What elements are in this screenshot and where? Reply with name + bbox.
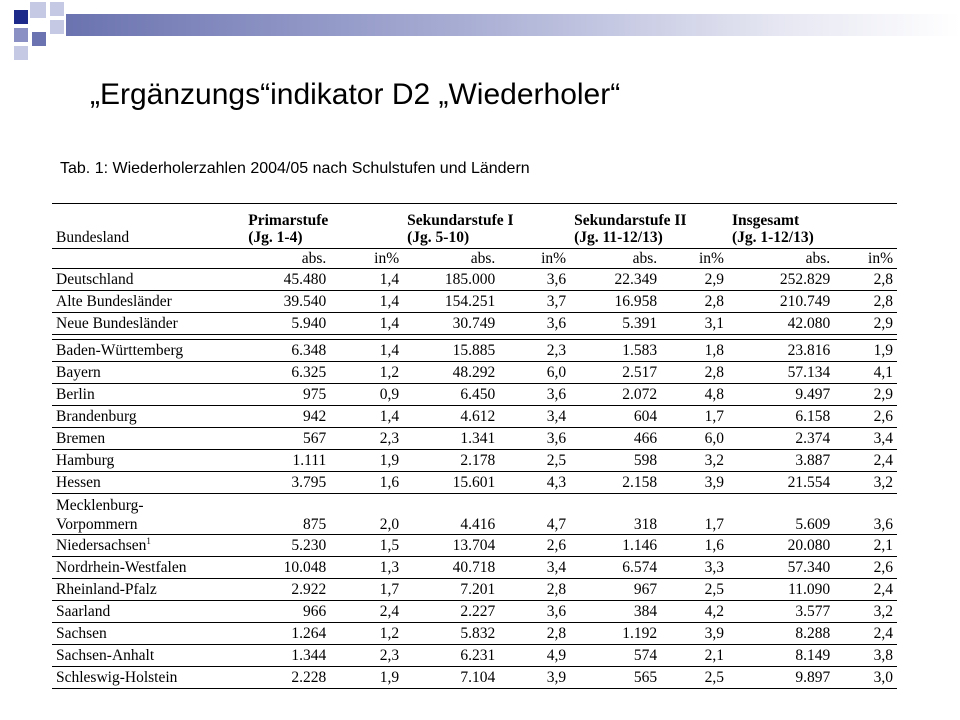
cell-abs: 567 [244,428,330,450]
cell-pct: 3,7 [499,291,570,313]
col-header-bundesland: Bundesland [52,204,244,249]
cell-pct: 3,1 [661,313,728,335]
cell-pct: 1,2 [330,623,403,645]
cell-pct: 3,2 [834,472,897,494]
cell-pct: 3,9 [499,667,570,689]
cell-abs: 45.480 [244,269,330,291]
cell-abs: 15.885 [403,340,499,362]
cell-bundesland: Brandenburg [52,406,244,428]
cell-abs: 5.391 [570,313,661,335]
cell-pct: 3,6 [499,384,570,406]
cell-abs: 1.583 [570,340,661,362]
table-row [52,450,897,472]
cell-abs: 2.158 [570,472,661,494]
cell-abs: 57.340 [728,557,834,579]
cell-bundesland: Mecklenburg- Vorpommern [52,494,244,535]
cell-abs: 2.072 [570,384,661,406]
table-row [52,623,897,645]
cell-bundesland: Sachsen-Anhalt [52,645,244,667]
col-header-sekundarstufe-1: Sekundarstufe I (Jg. 5-10) [403,204,570,249]
table-row [52,494,897,535]
cell-pct: 2,3 [330,428,403,450]
cell-abs: 2.374 [728,428,834,450]
cell-abs: 6.231 [403,645,499,667]
cell-abs: 40.718 [403,557,499,579]
cell-abs: 598 [570,450,661,472]
cell-pct: 1,5 [330,535,403,557]
table-row [52,667,897,689]
cell-pct: 2,4 [834,450,897,472]
cell-bundesland: Berlin [52,384,244,406]
cell-pct: 4,8 [661,384,728,406]
cell-bundesland: Hamburg [52,450,244,472]
slide-title: „Ergänzungs“indikator D2 „Wiederholer“ [90,78,621,111]
cell-abs: 1.264 [244,623,330,645]
cell-pct: 1,4 [330,291,403,313]
cell-abs: 185.000 [403,269,499,291]
cell-pct: 0,9 [330,384,403,406]
cell-pct: 2,1 [661,645,728,667]
cell-pct: 3,6 [499,269,570,291]
cell-pct: 4,3 [499,472,570,494]
cell-pct: 1,4 [330,313,403,335]
cell-pct: 1,7 [661,406,728,428]
table-row [52,579,897,601]
col-header-sekundarstufe-2: Sekundarstufe II (Jg. 11-12/13) [570,204,728,249]
cell-pct: 3,9 [661,472,728,494]
cell-pct: 3,2 [661,450,728,472]
table-row [52,428,897,450]
cell-abs: 6.574 [570,557,661,579]
cell-abs: 6.450 [403,384,499,406]
cell-pct: 1,8 [661,340,728,362]
cell-pct: 3,9 [661,623,728,645]
cell-abs: 15.601 [403,472,499,494]
cell-abs: 154.251 [403,291,499,313]
cell-pct: 2,4 [330,601,403,623]
cell-pct: 2,5 [499,450,570,472]
cell-bundesland: Nordrhein-Westfalen [52,557,244,579]
cell-pct: 3,4 [499,406,570,428]
cell-pct: 2,5 [661,579,728,601]
cell-abs: 21.554 [728,472,834,494]
cell-pct: 1,9 [330,667,403,689]
wiederholer-table [52,203,897,689]
table-row [52,472,897,494]
cell-pct: 2,3 [330,645,403,667]
cell-pct: 3,2 [834,601,897,623]
corner-square-dark [14,10,28,24]
corner-square-light [14,46,28,60]
cell-abs: 2.178 [403,450,499,472]
cell-pct: 2,8 [834,269,897,291]
cell-pct: 2,8 [834,291,897,313]
cell-abs: 5.609 [728,494,834,535]
cell-pct: 4,2 [661,601,728,623]
cell-abs: 3.887 [728,450,834,472]
cell-pct: 1,9 [330,450,403,472]
cell-pct: 1,2 [330,362,403,384]
col-header-abs: abs. [728,249,834,269]
cell-abs: 2.517 [570,362,661,384]
cell-pct: 4,9 [499,645,570,667]
table-row [52,362,897,384]
col-header-abs: abs. [570,249,661,269]
cell-bundesland: Neue Bundesländer [52,313,244,335]
cell-abs: 318 [570,494,661,535]
cell-bundesland: Schleswig-Holstein [52,667,244,689]
corner-square-mid [14,28,28,42]
cell-abs: 1.341 [403,428,499,450]
cell-pct: 2,5 [661,667,728,689]
cell-pct: 2,4 [834,579,897,601]
cell-abs: 13.704 [403,535,499,557]
cell-pct: 2,8 [499,623,570,645]
cell-abs: 39.540 [244,291,330,313]
corner-square-light [50,20,64,34]
header-bar [66,14,960,36]
cell-pct: 3,6 [499,601,570,623]
table-row [52,645,897,667]
table-row [52,557,897,579]
cell-abs: 1.146 [570,535,661,557]
cell-pct: 2,9 [834,384,897,406]
col-header-pct: in% [499,249,570,269]
cell-abs: 942 [244,406,330,428]
cell-abs: 967 [570,579,661,601]
cell-pct: 3,6 [499,313,570,335]
cell-abs: 5.230 [244,535,330,557]
cell-pct: 1,6 [661,535,728,557]
cell-pct: 2,9 [834,313,897,335]
cell-pct: 6,0 [661,428,728,450]
table-row [52,535,897,557]
cell-pct: 1,4 [330,269,403,291]
table-row [52,384,897,406]
cell-bundesland: Niedersachsen$^1$ [52,535,244,557]
cell-abs: 1.192 [570,623,661,645]
cell-pct: 2,8 [661,291,728,313]
cell-abs: 7.201 [403,579,499,601]
cell-abs: 5.940 [244,313,330,335]
cell-pct: 2,6 [834,406,897,428]
col-header-empty [52,249,244,269]
table-row [52,313,897,335]
cell-abs: 466 [570,428,661,450]
cell-pct: 4,1 [834,362,897,384]
cell-pct: 1,6 [330,472,403,494]
table-row [52,291,897,313]
header-row-units [52,249,897,269]
cell-abs: 16.958 [570,291,661,313]
col-header-pct: in% [834,249,897,269]
cell-pct: 2,8 [661,362,728,384]
cell-pct: 3,4 [499,557,570,579]
cell-pct: 1,4 [330,340,403,362]
cell-abs: 2.228 [244,667,330,689]
cell-abs: 57.134 [728,362,834,384]
col-header-abs: abs. [403,249,499,269]
cell-abs: 5.832 [403,623,499,645]
table-row [52,406,897,428]
cell-abs: 8.288 [728,623,834,645]
cell-abs: 574 [570,645,661,667]
cell-abs: 1.111 [244,450,330,472]
cell-pct: 2,9 [661,269,728,291]
cell-abs: 23.816 [728,340,834,362]
cell-abs: 10.048 [244,557,330,579]
cell-bundesland: Baden-Württemberg [52,340,244,362]
cell-bundesland: Deutschland [52,269,244,291]
cell-pct: 2,6 [834,557,897,579]
cell-abs: 565 [570,667,661,689]
cell-abs: 6.348 [244,340,330,362]
cell-abs: 9.897 [728,667,834,689]
cell-bundesland: Alte Bundesländer [52,291,244,313]
cell-abs: 9.497 [728,384,834,406]
cell-pct: 3,4 [834,428,897,450]
corner-square-mid [32,32,46,46]
table-row [52,601,897,623]
cell-pct: 2,6 [499,535,570,557]
cell-pct: 3,0 [834,667,897,689]
cell-bundesland: Sachsen [52,623,244,645]
cell-abs: 4.416 [403,494,499,535]
cell-pct: 4,7 [499,494,570,535]
cell-pct: 2,0 [330,494,403,535]
cell-abs: 7.104 [403,667,499,689]
cell-abs: 966 [244,601,330,623]
cell-abs: 2.922 [244,579,330,601]
cell-abs: 48.292 [403,362,499,384]
cell-abs: 20.080 [728,535,834,557]
table-row [52,340,897,362]
cell-abs: 2.227 [403,601,499,623]
cell-pct: 2,8 [499,579,570,601]
cell-abs: 3.795 [244,472,330,494]
cell-abs: 30.749 [403,313,499,335]
cell-abs: 252.829 [728,269,834,291]
cell-bundesland: Rheinland-Pfalz [52,579,244,601]
table-caption: Tab. 1: Wiederholerzahlen 2004/05 nach Schulstufen und Ländern [60,160,530,177]
cell-abs: 11.090 [728,579,834,601]
cell-pct: 2,1 [834,535,897,557]
cell-abs: 22.349 [570,269,661,291]
cell-abs: 210.749 [728,291,834,313]
corner-square-light [30,2,46,18]
header-row-groups [52,204,897,249]
cell-pct: 3,6 [499,428,570,450]
cell-pct: 2,3 [499,340,570,362]
cell-bundesland: Hessen [52,472,244,494]
cell-abs: 42.080 [728,313,834,335]
cell-pct: 2,4 [834,623,897,645]
corner-square-light [50,2,64,16]
cell-abs: 8.149 [728,645,834,667]
cell-pct: 1,7 [661,494,728,535]
cell-abs: 975 [244,384,330,406]
cell-abs: 1.344 [244,645,330,667]
cell-pct: 6,0 [499,362,570,384]
cell-abs: 6.158 [728,406,834,428]
col-header-primarstufe: Primarstufe (Jg. 1-4) [244,204,403,249]
cell-pct: 3,3 [661,557,728,579]
cell-pct: 1,9 [834,340,897,362]
cell-bundesland: Bremen [52,428,244,450]
table-row [52,269,897,291]
col-header-pct: in% [330,249,403,269]
cell-abs: 875 [244,494,330,535]
cell-bundesland: Saarland [52,601,244,623]
cell-abs: 4.612 [403,406,499,428]
cell-pct: 1,3 [330,557,403,579]
cell-abs: 6.325 [244,362,330,384]
col-header-abs: abs. [244,249,330,269]
cell-bundesland: Bayern [52,362,244,384]
col-header-pct: in% [661,249,728,269]
cell-pct: 1,4 [330,406,403,428]
col-header-insgesamt: Insgesamt (Jg. 1-12/13) [728,204,897,249]
cell-pct: 3,8 [834,645,897,667]
cell-pct: 3,6 [834,494,897,535]
cell-pct: 1,7 [330,579,403,601]
cell-abs: 3.577 [728,601,834,623]
cell-abs: 384 [570,601,661,623]
cell-abs: 604 [570,406,661,428]
